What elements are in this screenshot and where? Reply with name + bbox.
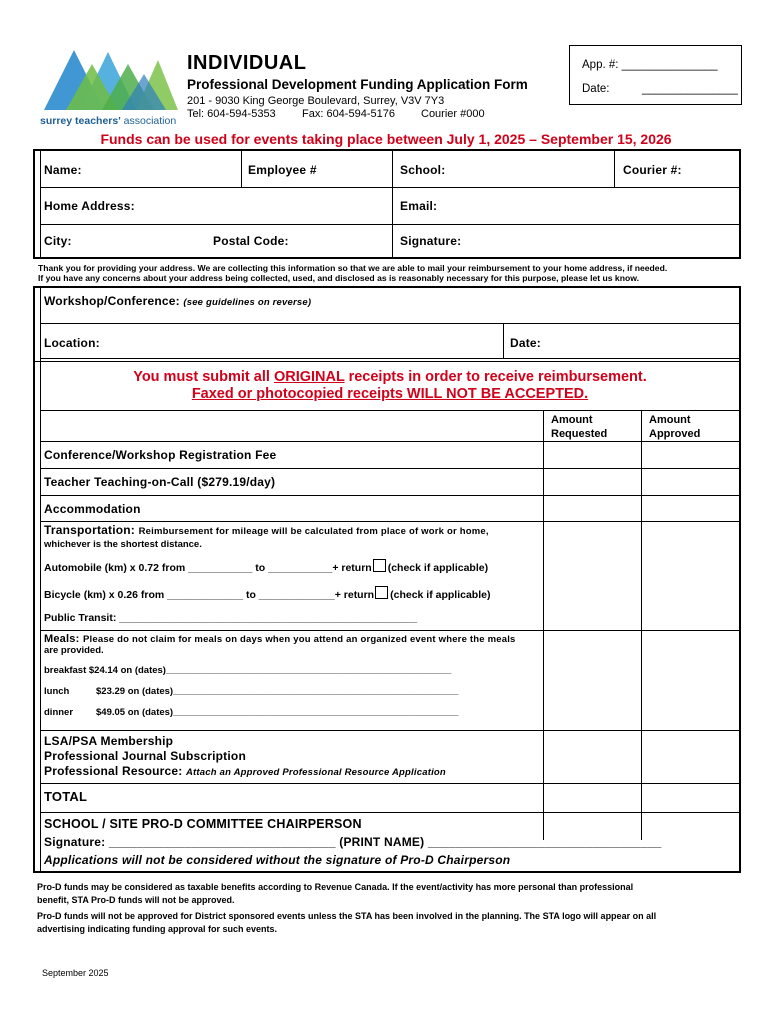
resource-label: Professional Resource:: [44, 764, 183, 778]
row-toc: Teacher Teaching-on-Call ($279.19/day): [44, 475, 276, 489]
logo-text-a: surrey teachers': [40, 115, 121, 127]
row-registration: Conference/Workshop Registration Fee: [44, 448, 277, 462]
privacy-note-2: If you have any concerns about your address being collected, used, and disclosed as is reasonably necessary for this purpose, please let us know.: [38, 273, 639, 283]
chair-warning: Applications will not be considered without the signature of Pro-D Chairperson: [44, 853, 511, 867]
auto-return-checkbox[interactable]: [373, 559, 386, 572]
row-meals: [44, 631, 516, 645]
transport-note-2: whichever is the shortest distance.: [44, 539, 202, 550]
col-requested: [551, 413, 607, 441]
footer-note-1a: Pro-D funds may be considered as taxable benefits according to Revenue Canada. If the event/activity has more personal than professional: [37, 882, 634, 892]
logo-text-b: association: [120, 115, 177, 127]
col-requested-1: Amount: [551, 414, 593, 426]
funds-notice: Funds can be used for events taking place between July 1, 2025 – September 15, 2026: [100, 131, 672, 147]
meals-label: Meals:: [44, 633, 80, 645]
meal-dinner-label: dinner: [44, 707, 74, 718]
row-journal: Professional Journal Subscription: [44, 749, 246, 763]
col-approved-1: Amount: [649, 414, 691, 426]
footer-date: September 2025: [42, 968, 109, 978]
row-total: TOTAL: [44, 789, 88, 804]
meal-lunch-label: lunch: [44, 686, 70, 697]
receipts-notice-1c: receipts in order to receive reimbursement.: [344, 369, 647, 385]
bike-text: Bicycle (km) x 0.26 from _____________ to _____________+ return: [44, 589, 375, 601]
footer-note-2a: Pro-D funds will not be approved for District sponsored events unless the STA has been involved in the planning. The STA logo will appear on all: [37, 911, 657, 921]
office-use-box: [569, 45, 742, 105]
app-number-field[interactable]: App. #: _______________: [582, 59, 718, 71]
receipts-notice-1a: You must submit all: [133, 369, 274, 385]
workshop-field[interactable]: [44, 294, 311, 308]
sta-logo: [40, 44, 180, 126]
org-courier: Courier #000: [421, 108, 485, 120]
footer-note-1: [37, 881, 633, 906]
privacy-note-1: Thank you for providing your address. We are collecting this information so that we are able to mail your reimbursement to your home address, if needed.: [38, 263, 668, 273]
app-date-label: Date:: [582, 83, 610, 95]
row-bicycle: [44, 586, 490, 601]
meal-dinner[interactable]: $49.05 on (dates)______________________________________________________: [96, 707, 459, 718]
col-approved: [649, 413, 700, 441]
row-transportation: [44, 523, 489, 537]
auto-text: Automobile (km) x 0.72 from ___________ to ___________+ return: [44, 562, 372, 574]
row-accommodation: Accommodation: [44, 502, 141, 516]
col-requested-2: Requested: [551, 428, 608, 440]
meal-breakfast[interactable]: breakfast $24.14 on (dates)______________________________________________________: [44, 665, 452, 676]
workshop-label: Workshop/Conference:: [44, 294, 180, 308]
bike-check-label: (check if applicable): [390, 589, 491, 601]
footer-note-2b: advertising indicating funding approval for such events.: [37, 923, 278, 934]
meal-lunch[interactable]: $23.29 on (dates)______________________________________________________: [96, 686, 459, 697]
meals-note-2: are provided.: [44, 645, 104, 656]
row-resource: [44, 764, 446, 778]
logo-triangles-icon: [40, 44, 180, 112]
chair-signature-line[interactable]: Signature: _________________________________ (PRINT NAME) __________________________________: [44, 835, 662, 849]
signature-field[interactable]: Signature:: [400, 234, 462, 248]
receipts-notice-2: Faxed or photocopied receipts WILL NOT BE ACCEPTED.: [191, 386, 589, 402]
footer-note-1b: benefit, STA Pro-D funds will not be approved.: [37, 894, 235, 905]
home-address-field[interactable]: Home Address:: [44, 199, 135, 213]
row-lsa: LSA/PSA Membership: [44, 734, 174, 748]
courier-field[interactable]: Courier #:: [623, 163, 682, 177]
footer-note-2: [37, 910, 656, 935]
form-title: INDIVIDUAL: [187, 52, 307, 74]
transport-label: Transportation:: [44, 523, 136, 537]
transport-note-1: Reimbursement for mileage will be calculated from place of work or home,: [138, 526, 489, 537]
row-automobile: [44, 559, 488, 574]
bike-return-checkbox[interactable]: [375, 586, 388, 599]
event-date-field[interactable]: Date:: [510, 336, 542, 350]
location-field[interactable]: Location:: [44, 336, 100, 350]
employee-field[interactable]: Employee #: [248, 163, 317, 177]
workshop-note: (see guidelines on reverse): [183, 297, 312, 308]
receipts-original: ORIGINAL: [273, 369, 345, 385]
auto-check-label: (check if applicable): [387, 562, 489, 574]
email-field[interactable]: Email:: [400, 199, 438, 213]
org-address: 201 - 9030 King George Boulevard, Surrey, V3V 7Y3: [187, 95, 445, 107]
chair-title: SCHOOL / SITE PRO-D COMMITTEE CHAIRPERSON: [44, 817, 362, 831]
app-date-field[interactable]: _______________: [642, 83, 738, 95]
form-subtitle: Professional Development Funding Application Form: [187, 77, 528, 92]
receipts-notice-1: [40, 369, 740, 385]
postal-code-field[interactable]: Postal Code:: [213, 234, 289, 248]
org-tel: Tel: 604-594-5353: [187, 108, 276, 120]
city-field[interactable]: City:: [44, 234, 72, 248]
col-approved-2: Approved: [649, 428, 701, 440]
school-field[interactable]: School:: [400, 163, 446, 177]
row-public-transit[interactable]: Public Transit: ___________________________________________________: [44, 612, 418, 624]
org-fax: Fax: 604-594-5176: [302, 108, 395, 120]
meals-note-1: Please do not claim for meals on days when you attend an organized event where the meals: [82, 634, 516, 645]
name-field[interactable]: Name:: [44, 163, 82, 177]
resource-note: Attach an Approved Professional Resource Application: [186, 767, 446, 778]
